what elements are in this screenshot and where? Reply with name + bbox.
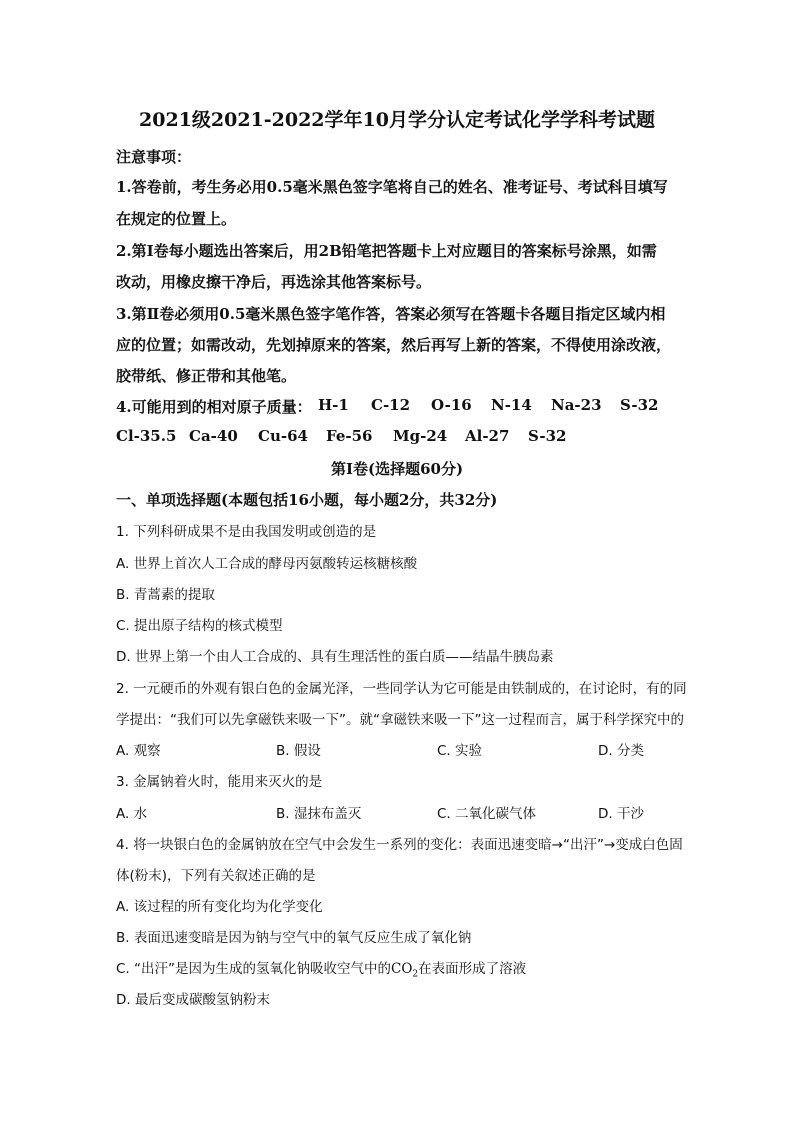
q4-option-b: B. 表面迅速变暗是因为钠与空气中的氧气反应生成了氧化钠 bbox=[116, 930, 472, 946]
notice-item-3-line-2: 应的位置；如需改动，先划掉原来的答案，然后再写上新的答案，不得使用涂改液， bbox=[116, 336, 672, 354]
atomic-mass-na: Na-23 bbox=[551, 396, 602, 414]
notice-heading: 注意事项： bbox=[116, 148, 192, 166]
atomic-mass-o: O-16 bbox=[431, 396, 472, 414]
q3-option-d: D. 干沙 bbox=[598, 806, 644, 822]
q1-option-d: D. 世界上第一个由人工合成的、具有生理活性的蛋白质——结晶牛胰岛素 bbox=[116, 649, 554, 665]
q4-option-d: D. 最后变成碳酸氢钠粉末 bbox=[116, 992, 270, 1008]
atomic-mass-c: C-12 bbox=[371, 396, 411, 414]
part-1-heading: 一、单项选择题(本题包括16小题，每小题2分，共32分) bbox=[116, 491, 498, 509]
q4-option-c-text-2: 在表面形成了溶液 bbox=[418, 961, 527, 977]
atomic-mass-s-2: S-32 bbox=[528, 427, 567, 445]
q2-option-c: C. 实验 bbox=[437, 743, 483, 759]
atomic-mass-ca: Ca-40 bbox=[189, 427, 238, 445]
notice-item-3-line-3: 胶带纸、修正带和其他笔。 bbox=[116, 367, 297, 385]
notice-item-3-line-1: 3.第Ⅱ卷必须用0.5毫米黑色签字笔作答，答案必须写在答题卡各题目指定区域内相 bbox=[116, 305, 666, 323]
notice-item-1-line-1: 1.答卷前，考生务必用0.5毫米黑色签字笔将自己的姓名、准考证号、考试科目填写 bbox=[116, 178, 668, 196]
q2-option-d: D. 分类 bbox=[598, 743, 644, 759]
atomic-mass-mg: Mg-24 bbox=[393, 427, 448, 445]
atomic-mass-cu: Cu-64 bbox=[258, 427, 308, 445]
q3-stem: 3. 金属钠着火时，能用来灭火的是 bbox=[116, 774, 323, 790]
atomic-mass-n: N-14 bbox=[491, 396, 532, 414]
q1-option-c: C. 提出原子结构的核式模型 bbox=[116, 618, 283, 634]
co2-formula-base: CO bbox=[391, 961, 413, 977]
q3-option-c: C. 二氧化碳气体 bbox=[437, 806, 537, 822]
q1-option-a: A. 世界上首次人工合成的酵母丙氨酸转运核糖核酸 bbox=[116, 556, 418, 572]
q4-stem-line-1: 4. 将一块银白色的金属钠放在空气中会发生一系列的变化：表面迅速变暗→“出汗”→变成白色固 bbox=[116, 837, 683, 853]
q4-option-a: A. 该过程的所有变化均为化学变化 bbox=[116, 899, 323, 915]
notice-item-2-line-2: 改动，用橡皮擦干净后，再选涂其他答案标号。 bbox=[116, 273, 432, 291]
q2-stem-line-1: 2. 一元硬币的外观有银白色的金属光泽，一些同学认为它可能是由铁制成的，在讨论时，有的同 bbox=[116, 681, 687, 697]
notice-item-1-line-2: 在规定的位置上。 bbox=[116, 210, 237, 228]
q2-option-b: B. 假设 bbox=[276, 743, 321, 759]
q3-option-a: A. 水 bbox=[116, 806, 148, 822]
atomic-mass-h: H-1 bbox=[318, 396, 349, 414]
notice-item-4-label: 4.可能用到的相对原子质量： bbox=[116, 398, 312, 416]
atomic-mass-cl: Cl-35.5 bbox=[116, 427, 177, 445]
q2-stem-line-2: 学提出：“我们可以先拿磁铁来吸一下”。就“拿磁铁来吸一下”这一过程而言，属于科学探究中的 bbox=[116, 712, 684, 728]
q4-option-c-text-1: C. “出汗”是因为生成的氢氧化钠吸收空气中的 bbox=[116, 961, 391, 977]
atomic-mass-s: S-32 bbox=[620, 396, 659, 414]
q1-stem: 1. 下列科研成果不是由我国发明或创造的是 bbox=[116, 524, 377, 540]
q3-option-b: B. 湿抹布盖灭 bbox=[276, 806, 362, 822]
q1-option-b: B. 青蒿素的提取 bbox=[116, 587, 215, 603]
co2-formula-subscript: 2 bbox=[412, 969, 419, 980]
section-title: 第Ⅰ卷(选择题60分) bbox=[330, 460, 464, 478]
q4-option-c bbox=[116, 957, 526, 980]
atomic-mass-fe: Fe-56 bbox=[326, 427, 373, 445]
exam-title: 2021级2021-2022学年10月学分认定考试化学学科考试题 bbox=[139, 109, 655, 131]
atomic-mass-al: Al-27 bbox=[465, 427, 510, 445]
q4-stem-line-2: 体(粉末)，下列有关叙述正确的是 bbox=[116, 868, 316, 884]
co2-formula bbox=[391, 961, 419, 980]
notice-item-2-line-1: 2.第Ⅰ卷每小题选出答案后，用2B铅笔把答题卡上对应题目的答案标号涂黑，如需 bbox=[116, 242, 657, 260]
q2-option-a: A. 观察 bbox=[116, 743, 161, 759]
